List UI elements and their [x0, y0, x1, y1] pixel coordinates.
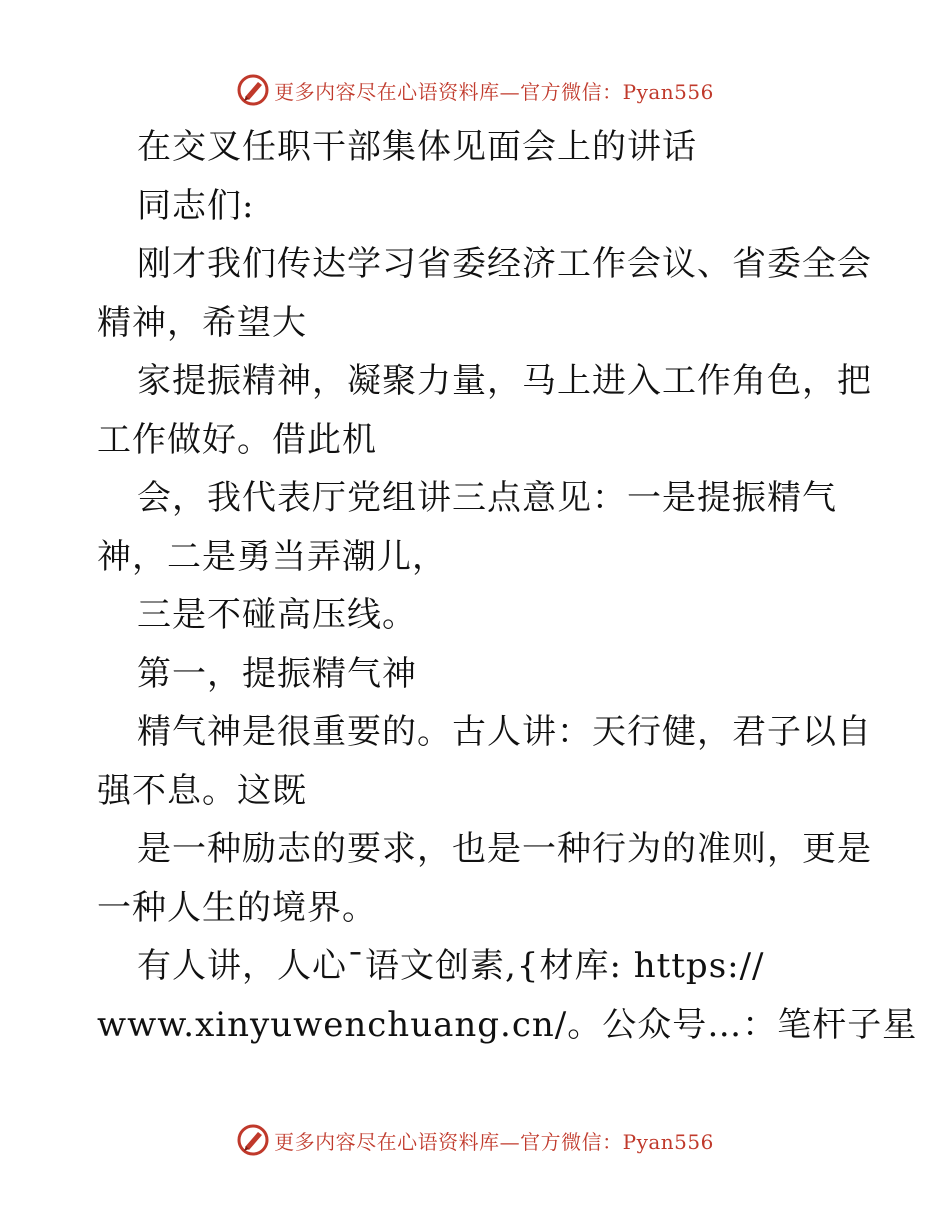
paragraph-line: 会，我代表厅党组讲三点意见：一是提振精气 [137, 478, 837, 518]
paragraph-line: 精神，希望大 [97, 302, 307, 343]
footer-banner-text: 更多内容尽在心语资料库—官方微信：Pyan556 [274, 1129, 714, 1154]
section-heading: 第一，提振精气神 [137, 653, 417, 694]
document-body [97, 118, 918, 1054]
paragraph-line: 一种人生的境界。 [97, 887, 377, 928]
header-banner-text: 更多内容尽在心语资料库—官方微信：Pyan556 [274, 79, 714, 104]
paragraph-line: www.xinyuwenchuang.cn/。公众号…：笔杆子星 [97, 1004, 918, 1045]
salutation: 同志们: [137, 185, 255, 226]
pen-logo-icon [236, 1123, 270, 1157]
paragraph-line: 刚才我们传达学习省委经济工作会议、省委全会 [137, 244, 872, 284]
paragraph-line: 有人讲，人心¯语文创素,{材库: https:// [137, 946, 765, 986]
header-banner [0, 70, 950, 110]
paragraph-line: 神，二是勇当弄潮儿， [97, 536, 447, 577]
paragraph-line: 家提振精神，凝聚力量，马上进入工作角色，把 [137, 361, 872, 401]
paragraph-line: 是一种励志的要求，也是一种行为的准则，更是 [137, 829, 872, 869]
document-title: 在交叉任职干部集体见面会上的讲话 [137, 127, 697, 167]
footer-banner [0, 1120, 950, 1160]
paragraph-line: 三是不碰高压线。 [137, 595, 417, 635]
paragraph-line: 精气神是很重要的。古人讲：天行健，君子以自 [137, 712, 872, 752]
pen-logo-icon [236, 73, 270, 107]
paragraph-line: 工作做好。借此机 [97, 419, 377, 460]
paragraph-line: 强不息。这既 [97, 770, 307, 811]
